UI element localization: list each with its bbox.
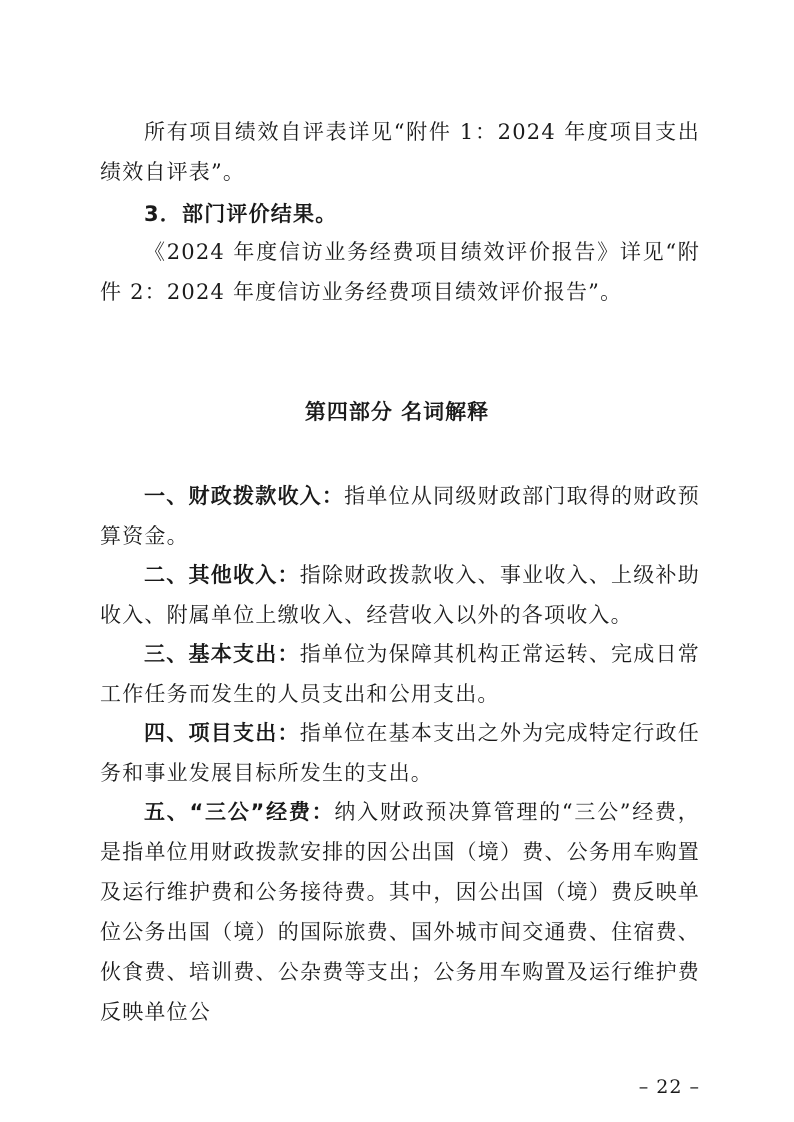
department-evaluation-heading: 3．部门评价结果。 [144, 202, 338, 226]
term-definition: 指单位为保障其机构正常运转、完成日常工作任务而发生的人员支出和公用支出。 [100, 642, 700, 706]
section-title: 第四部分 名词解释 [304, 400, 490, 424]
term-item [100, 476, 700, 556]
term-definition: 指除财政拨款收入、事业收入、上级补助收入、附属单位上缴收入、经营收入以外的各项收入。 [100, 563, 700, 627]
appendix-2-paragraph: 《2024 年度信访业务经费项目绩效评价报告》详见“附件 2：2024 年度信访业务经费项目绩效评价报告”。 [100, 240, 700, 304]
term-label: 三、基本支出： [144, 642, 300, 666]
term-label: 五、“三公”经费： [144, 800, 335, 824]
term-definition: 指单位从同级财政部门取得的财政预算资金。 [100, 484, 700, 548]
term-label: 二、其他收入： [144, 563, 300, 587]
term-item [100, 555, 700, 635]
term-definition: 指单位在基本支出之外为完成特定行政任务和事业发展目标所发生的支出。 [100, 721, 700, 785]
term-item [100, 713, 700, 793]
term-item [100, 634, 700, 714]
page-number: – 22 – [638, 1076, 700, 1098]
term-label: 四、项目支出： [144, 721, 300, 745]
appendix-1-paragraph: 所有项目绩效自评表详见“附件 1：2024 年度项目支出绩效自评表”。 [100, 120, 700, 184]
term-definition: 纳入财政预决算管理的“三公”经费，是指单位用财政拨款安排的因公出国（境）费、公务用车购置及运行维护费和公务接待费。其中，因公出国（境）费反映单位公务出国（境）的国际旅费、国外城市间交通费、住宿费、伙食费、培训费、公杂费等支出；公务用车购置及运行维护费反映单位公 [100, 800, 700, 1024]
term-item [100, 792, 700, 1032]
term-label: 一、财政拨款收入： [144, 484, 345, 508]
